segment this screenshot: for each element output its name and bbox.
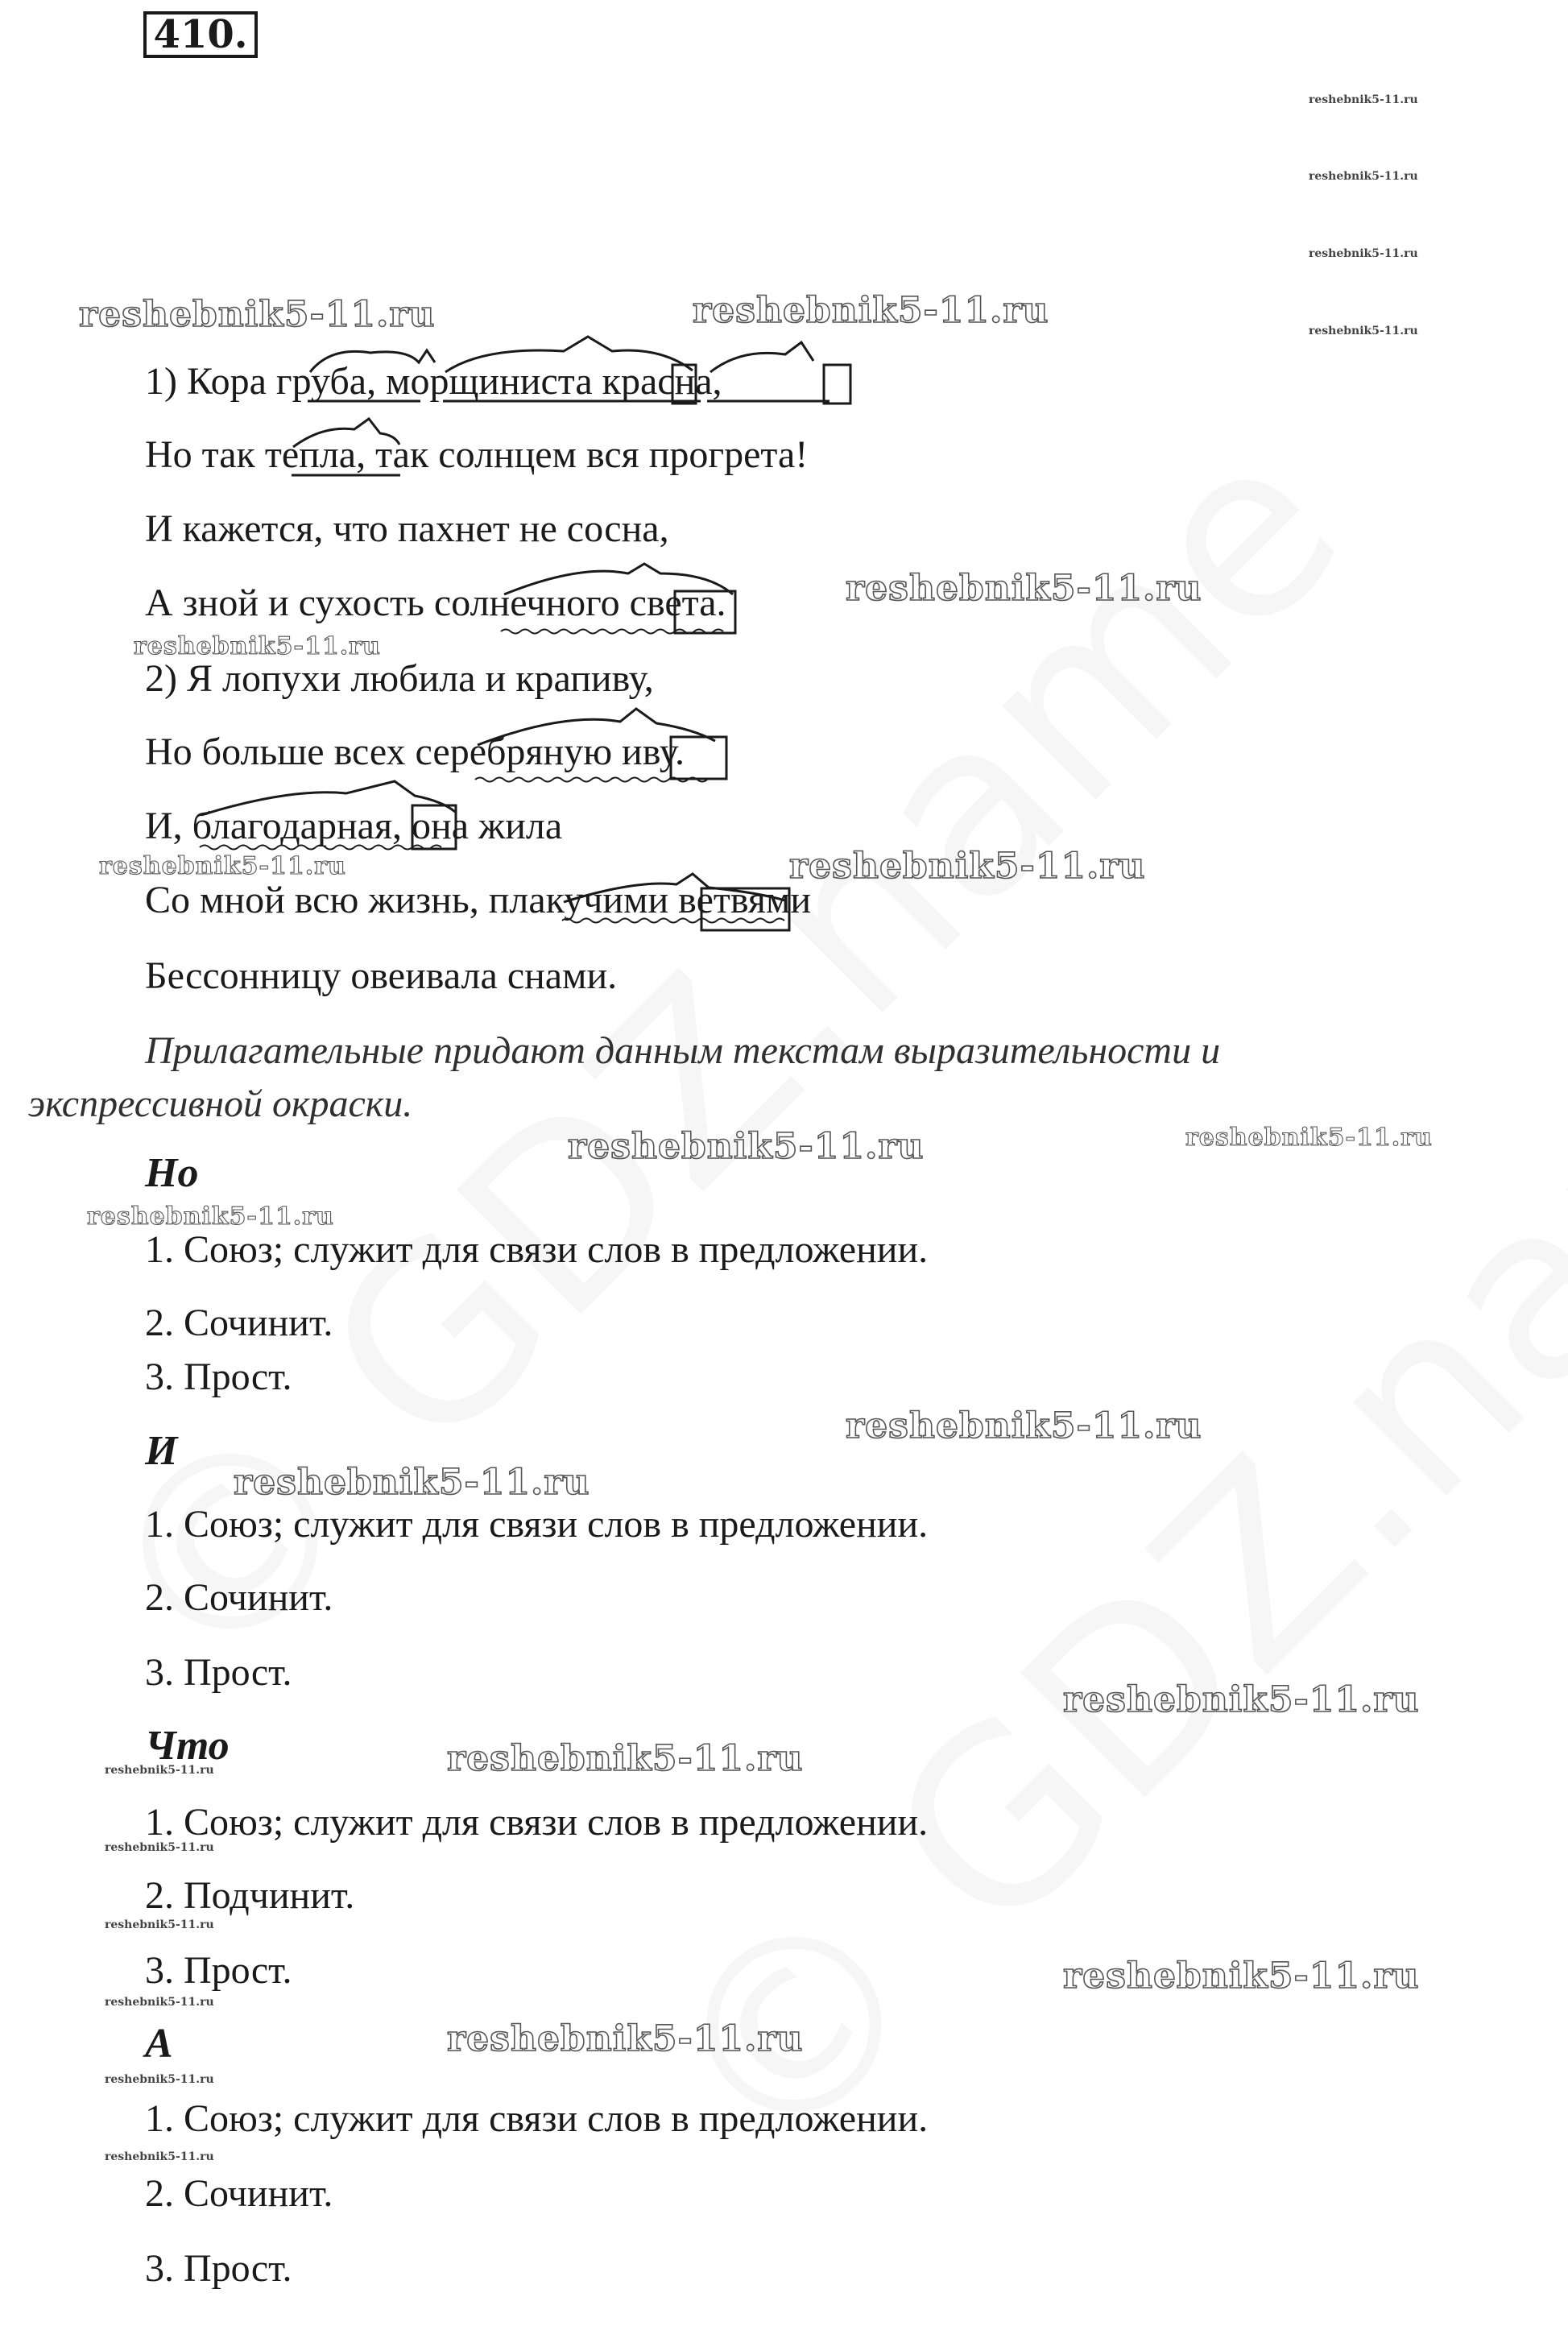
- watermark: reshebnik5-11.ru: [1185, 1124, 1433, 1152]
- section-chto-item-2: 2. Подчинит.: [145, 1874, 355, 1917]
- section-title-i: И: [145, 1428, 178, 1474]
- watermark: reshebnik5-11.ru: [1309, 170, 1418, 183]
- poem-line-2: Но так тепла, так солнцем вся прогрета!: [145, 433, 809, 476]
- section-no-item-2: 2. Сочинит.: [145, 1302, 333, 1344]
- section-a-item-1: 1. Союз; служит для связи слов в предложении.: [145, 2097, 929, 2140]
- section-title-chto: Что: [145, 1723, 230, 1769]
- watermark: reshebnik5-11.ru: [1063, 1956, 1420, 1997]
- section-no-item-3: 3. Прост.: [145, 1355, 292, 1398]
- poem-line-7: И, благодарная, она жила: [145, 805, 563, 847]
- watermark: reshebnik5-11.ru: [105, 1764, 214, 1777]
- section-i-item-3: 3. Прост.: [145, 1651, 292, 1694]
- section-i-item-1: 1. Союз; служит для связи слов в предложении.: [145, 1503, 929, 1546]
- exercise-number: 410.: [143, 11, 258, 58]
- watermark: reshebnik5-11.ru: [134, 632, 381, 660]
- watermark: reshebnik5-11.ru: [105, 1996, 214, 2009]
- watermark: reshebnik5-11.ru: [105, 2150, 214, 2163]
- watermark: reshebnik5-11.ru: [447, 1738, 804, 1779]
- section-title-a: А: [145, 2021, 173, 2067]
- section-chto-item-3: 3. Прост.: [145, 1949, 292, 1992]
- watermark: reshebnik5-11.ru: [447, 2018, 804, 2059]
- watermark: reshebnik5-11.ru: [846, 568, 1202, 609]
- poem-line-3: И кажется, что пахнет не сосна,: [145, 507, 669, 550]
- watermark: reshebnik5-11.ru: [568, 1126, 925, 1167]
- poem-line-6: Но больше всех серебряную иву.: [145, 730, 685, 773]
- watermark: reshebnik5-11.ru: [1309, 247, 1418, 260]
- note-line-2: экспрессивной окраски.: [28, 1082, 413, 1125]
- watermark: reshebnik5-11.ru: [105, 2073, 214, 2086]
- section-no-item-1: 1. Союз; служит для связи слов в предложении.: [145, 1228, 929, 1271]
- watermark: reshebnik5-11.ru: [846, 1405, 1202, 1447]
- section-chto-item-1: 1. Союз; служит для связи слов в предложении.: [145, 1801, 929, 1844]
- watermark: reshebnik5-11.ru: [789, 846, 1146, 887]
- watermark: reshebnik5-11.ru: [693, 290, 1049, 331]
- poem-line-4: А зной и сухость солнечного света.: [145, 582, 726, 624]
- poem-line-8: Со мной всю жизнь, плакучими ветвями: [145, 879, 812, 921]
- watermark: reshebnik5-11.ru: [1309, 325, 1418, 337]
- watermark: reshebnik5-11.ru: [105, 1918, 214, 1931]
- poem-line-5: 2) Я лопухи любила и крапиву,: [145, 657, 654, 700]
- watermark: reshebnik5-11.ru: [105, 1841, 214, 1854]
- poem-line-9: Бессонницу овеивала снами.: [145, 954, 618, 997]
- poem-line-1: 1) Кора груба, морщиниста красна,: [145, 360, 722, 403]
- watermark: reshebnik5-11.ru: [87, 1202, 334, 1231]
- section-title-no: Но: [145, 1150, 199, 1196]
- watermark: reshebnik5-11.ru: [234, 1462, 590, 1503]
- watermark: reshebnik5-11.ru: [79, 294, 436, 335]
- section-a-item-3: 3. Прост.: [145, 2247, 292, 2290]
- watermark: reshebnik5-11.ru: [1309, 93, 1418, 106]
- section-a-item-2: 2. Сочинит.: [145, 2172, 333, 2215]
- note-line-1: Прилагательные придают данным текстам выразительности и: [145, 1029, 1221, 1072]
- section-i-item-2: 2. Сочинит.: [145, 1576, 333, 1619]
- watermark: reshebnik5-11.ru: [99, 852, 346, 880]
- watermark: reshebnik5-11.ru: [1063, 1679, 1420, 1720]
